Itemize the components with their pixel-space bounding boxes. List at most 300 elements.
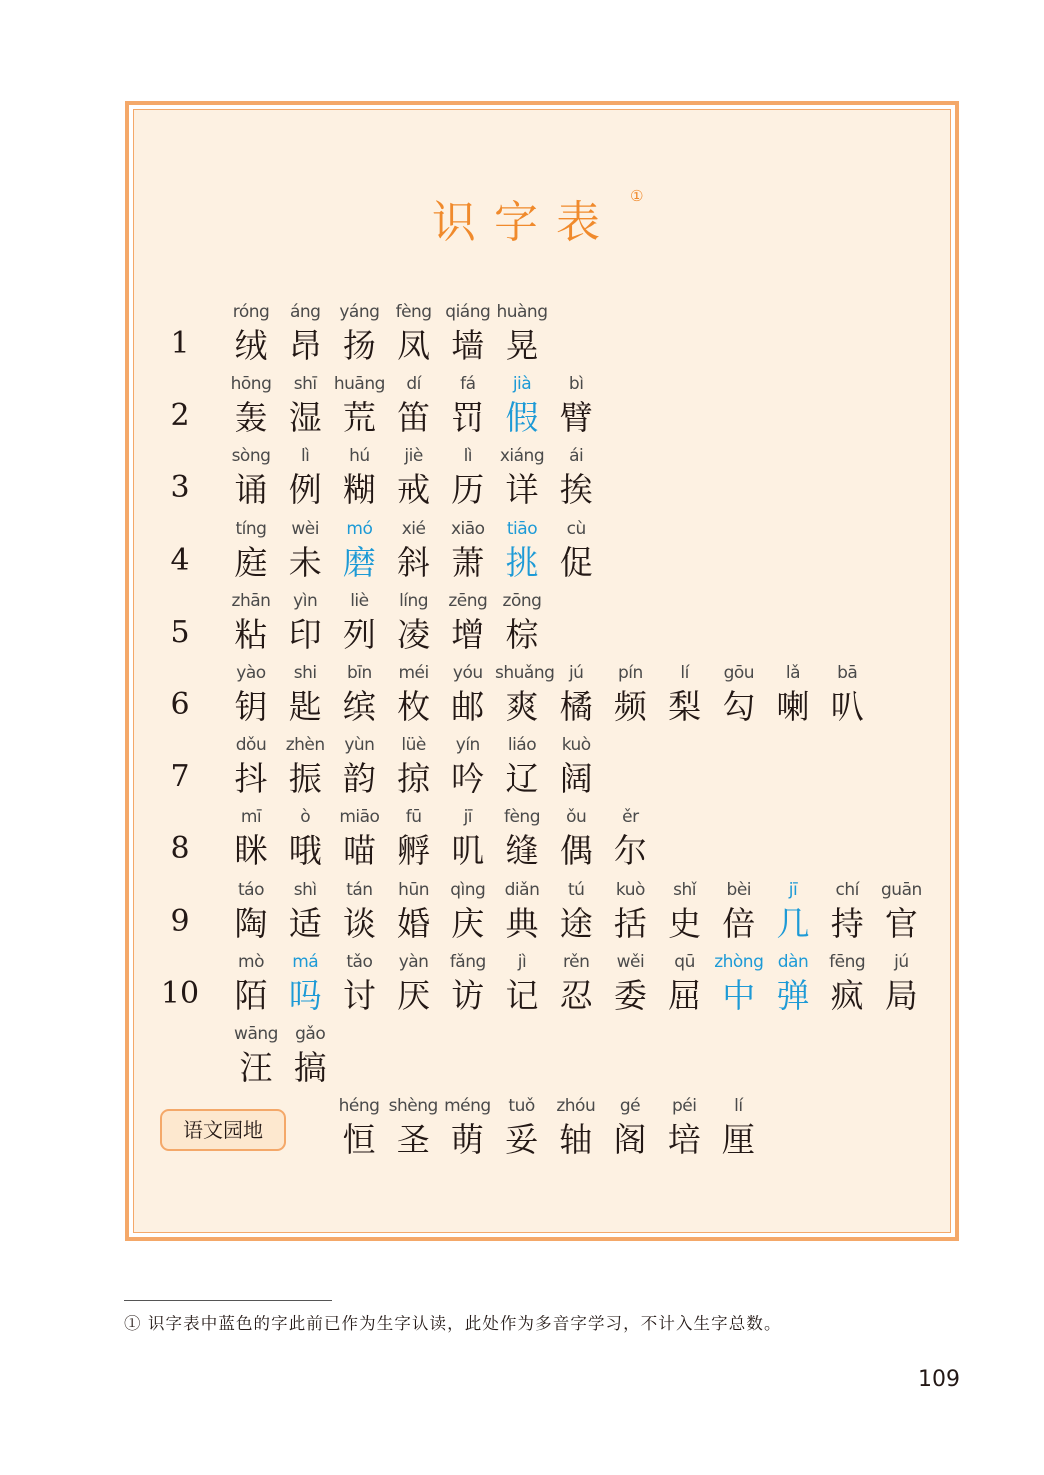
row-number: 8 xyxy=(170,831,190,867)
pinyin-label: liè xyxy=(350,590,369,611)
hanzi-character: 勾 xyxy=(722,687,756,726)
hanzi-character: 偶 xyxy=(559,831,593,871)
footnote-divider xyxy=(124,1300,332,1301)
pinyin-label: mī xyxy=(240,807,262,828)
hanzi-character: 搞 xyxy=(293,1048,327,1087)
pinyin-label: shèng xyxy=(388,1096,438,1116)
hanzi-character: 未 xyxy=(288,542,322,582)
hanzi-character: 喵 xyxy=(342,831,376,871)
hanzi-character: 屈 xyxy=(668,975,702,1015)
hanzi-character: 汪 xyxy=(239,1048,273,1087)
character-cell xyxy=(495,661,555,729)
character-cell xyxy=(278,517,332,585)
hanzi-character: 缝 xyxy=(505,831,539,871)
pinyin-label: kuò xyxy=(615,879,645,900)
pinyin-label: chí xyxy=(835,879,859,900)
character-cell xyxy=(224,444,278,512)
pinyin-label: hūn xyxy=(398,879,429,900)
character-cell xyxy=(387,517,441,585)
pinyin-label: dàn xyxy=(777,951,809,972)
pinyin-label: xiāo xyxy=(450,518,485,539)
hanzi-character: 振 xyxy=(288,759,322,799)
character-cell xyxy=(332,950,386,1018)
character-cell xyxy=(387,300,441,368)
pinyin-label: bì xyxy=(568,374,584,395)
pinyin-label: mó xyxy=(346,518,373,539)
character-cell xyxy=(441,517,495,585)
row-number: 9 xyxy=(170,903,190,939)
pinyin-label: lǎ xyxy=(785,663,801,683)
hanzi-character: 委 xyxy=(613,975,647,1015)
character-cell xyxy=(278,878,332,946)
hanzi-character: 官 xyxy=(884,903,918,943)
row-number: 1 xyxy=(170,326,190,361)
pinyin-label: áng xyxy=(289,302,321,322)
character-cell xyxy=(440,1094,494,1162)
hanzi-character: 爽 xyxy=(505,687,539,726)
pinyin-label: zhóu xyxy=(556,1096,596,1116)
character-cell xyxy=(332,878,386,946)
pinyin-label: diǎn xyxy=(504,879,540,900)
character-cell xyxy=(549,950,603,1018)
row-number: 3 xyxy=(170,470,190,506)
hanzi-character: 萌 xyxy=(450,1120,484,1159)
hanzi-character: 凌 xyxy=(397,614,431,654)
pinyin-label: fá xyxy=(460,374,476,395)
character-cell xyxy=(441,950,495,1018)
pinyin-label: miāo xyxy=(339,807,380,828)
pinyin-label: héng xyxy=(338,1096,380,1116)
pinyin-label: méng xyxy=(444,1096,491,1116)
pinyin-label: wěi xyxy=(616,951,645,972)
character-cell xyxy=(495,1094,549,1162)
pinyin-label: ò xyxy=(300,807,311,828)
character-cell xyxy=(278,589,332,657)
hanzi-character: 臂 xyxy=(559,398,593,438)
character-cell xyxy=(495,517,549,585)
character-cell xyxy=(495,733,549,801)
hanzi-character: 邮 xyxy=(451,687,485,726)
hanzi-character: 恒 xyxy=(342,1120,376,1159)
hanzi-character: 笛 xyxy=(397,398,431,438)
hanzi-character: 史 xyxy=(668,903,702,943)
hanzi-character: 吟 xyxy=(451,759,485,799)
character-cell xyxy=(387,878,441,946)
pinyin-label: tǎo xyxy=(346,951,373,972)
hanzi-character: 钥 xyxy=(234,687,268,726)
character-cell xyxy=(820,661,874,729)
character-cell xyxy=(332,300,386,368)
pinyin-label: tú xyxy=(567,879,585,900)
hanzi-character: 忍 xyxy=(559,975,593,1015)
character-cell xyxy=(224,589,278,657)
hanzi-character: 历 xyxy=(451,470,485,510)
pinyin-label: fēng xyxy=(829,951,866,972)
hanzi-character: 妥 xyxy=(505,1120,539,1159)
pinyin-label: lí xyxy=(734,1096,743,1116)
title-footnote-marker: ① xyxy=(630,187,644,205)
pinyin-label: yín xyxy=(455,735,480,756)
pinyin-label: sòng xyxy=(231,446,271,467)
character-cell xyxy=(603,661,657,729)
hanzi-character: 中 xyxy=(722,975,756,1015)
character-cell xyxy=(495,878,549,946)
hanzi-character: 庭 xyxy=(234,542,268,582)
pinyin-label: hú xyxy=(349,446,370,467)
pinyin-label: ǒu xyxy=(566,807,587,828)
character-cell xyxy=(441,300,495,368)
character-cell xyxy=(224,878,278,946)
character-cell xyxy=(766,661,820,729)
page-number: 109 xyxy=(918,1367,960,1392)
hanzi-character: 梨 xyxy=(668,687,702,726)
character-cell xyxy=(441,444,495,512)
character-cell xyxy=(441,805,495,873)
pinyin-label: huāng xyxy=(333,374,385,395)
hanzi-character: 典 xyxy=(505,903,539,943)
hanzi-character: 橘 xyxy=(559,687,593,726)
character-cell xyxy=(278,300,332,368)
pinyin-label: péi xyxy=(671,1096,697,1116)
pinyin-label: rěn xyxy=(563,951,590,972)
pinyin-label: gǎo xyxy=(295,1024,326,1044)
character-cell xyxy=(658,950,712,1018)
hanzi-character: 轰 xyxy=(234,398,268,438)
hanzi-character: 喇 xyxy=(776,687,810,726)
hanzi-character: 谈 xyxy=(342,903,376,943)
character-cell xyxy=(386,1094,440,1162)
hanzi-character: 陶 xyxy=(234,903,268,943)
hanzi-character: 吗 xyxy=(288,975,322,1015)
character-cell xyxy=(658,878,712,946)
hanzi-character: 列 xyxy=(342,614,376,654)
pinyin-label: xiáng xyxy=(499,446,545,467)
character-cell xyxy=(441,661,495,729)
pinyin-label: tíng xyxy=(235,518,267,539)
pinyin-label: jiè xyxy=(404,446,423,467)
character-cell xyxy=(495,300,549,368)
character-cell xyxy=(495,589,549,657)
character-cell xyxy=(224,805,278,873)
hanzi-character: 粘 xyxy=(234,614,268,654)
character-cell xyxy=(766,950,820,1018)
character-cell xyxy=(332,372,386,440)
hanzi-character: 圣 xyxy=(396,1120,430,1159)
character-cell xyxy=(278,444,332,512)
pinyin-label: ái xyxy=(569,446,584,467)
character-cell xyxy=(387,661,441,729)
hanzi-character: 讨 xyxy=(342,975,376,1015)
character-cell xyxy=(332,589,386,657)
pinyin-label: yìn xyxy=(293,590,318,611)
hanzi-character: 辽 xyxy=(505,759,539,799)
character-cell xyxy=(820,950,874,1018)
character-cell xyxy=(387,444,441,512)
hanzi-character: 缤 xyxy=(342,687,376,726)
garden-label-badge: 语文园地 xyxy=(160,1109,286,1151)
pinyin-label: dǒu xyxy=(235,735,267,756)
pinyin-label: má xyxy=(292,951,319,972)
character-cell xyxy=(658,661,712,729)
row-number: 6 xyxy=(170,687,190,722)
character-cell xyxy=(441,733,495,801)
hanzi-character: 晃 xyxy=(505,326,539,365)
pinyin-label: yào xyxy=(236,663,266,683)
character-cell xyxy=(603,1094,657,1162)
character-cell xyxy=(549,517,603,585)
character-cell xyxy=(549,444,603,512)
character-cell xyxy=(387,805,441,873)
pinyin-label: mò xyxy=(238,951,264,972)
pinyin-label: kuò xyxy=(561,735,591,756)
hanzi-character: 弹 xyxy=(776,975,810,1015)
character-cell xyxy=(332,444,386,512)
pinyin-label: zhèn xyxy=(285,735,325,756)
row-number: 2 xyxy=(170,398,190,434)
character-cell xyxy=(495,372,549,440)
pinyin-label: yáng xyxy=(339,302,380,322)
pinyin-label: guān xyxy=(881,879,922,900)
hanzi-character: 扬 xyxy=(342,326,376,365)
pinyin-label: líng xyxy=(399,590,429,611)
pinyin-label: fū xyxy=(405,807,422,828)
character-cell xyxy=(495,805,549,873)
pinyin-label: yàn xyxy=(398,951,429,972)
hanzi-character: 萧 xyxy=(451,542,485,582)
hanzi-character: 持 xyxy=(830,903,864,943)
character-cell xyxy=(820,878,874,946)
character-cell xyxy=(332,733,386,801)
pinyin-label: zhòng xyxy=(714,951,764,972)
hanzi-character: 括 xyxy=(613,903,647,943)
character-cell xyxy=(332,1094,386,1162)
character-cell xyxy=(766,878,820,946)
character-cell xyxy=(874,950,928,1018)
pinyin-label: fèng xyxy=(395,302,432,322)
pinyin-label: tuǒ xyxy=(508,1096,535,1116)
character-cell xyxy=(603,805,657,873)
hanzi-character: 磨 xyxy=(342,542,376,582)
pinyin-label: qiáng xyxy=(445,302,491,322)
hanzi-character: 哦 xyxy=(288,831,322,871)
row-number: 7 xyxy=(170,759,190,795)
pinyin-label: lì xyxy=(300,446,310,467)
character-cell xyxy=(224,517,278,585)
character-cell xyxy=(549,878,603,946)
character-cell xyxy=(603,950,657,1018)
pinyin-label: dí xyxy=(406,374,421,395)
pinyin-label: cù xyxy=(566,518,586,539)
pinyin-label: lí xyxy=(680,663,689,683)
hanzi-character: 培 xyxy=(667,1120,701,1159)
hanzi-character: 几 xyxy=(776,903,810,943)
pinyin-label: tiāo xyxy=(506,518,538,539)
pinyin-label: shī xyxy=(293,374,317,395)
hanzi-character: 掠 xyxy=(397,759,431,799)
hanzi-character: 假 xyxy=(505,398,539,438)
hanzi-character: 尔 xyxy=(613,831,647,871)
character-cell xyxy=(657,1094,711,1162)
character-cell xyxy=(224,733,278,801)
character-cell xyxy=(603,878,657,946)
page-title: 识字表 xyxy=(432,197,618,248)
hanzi-character: 轴 xyxy=(559,1120,593,1159)
pinyin-label: shǐ xyxy=(673,879,697,900)
pinyin-label: wāng xyxy=(234,1024,278,1044)
hanzi-character: 绒 xyxy=(234,326,268,365)
character-cell xyxy=(283,1022,337,1090)
character-cell xyxy=(441,589,495,657)
hanzi-character: 挑 xyxy=(505,542,539,582)
row-number: 5 xyxy=(170,614,190,650)
pinyin-label: zhān xyxy=(231,590,271,611)
pinyin-label: fèng xyxy=(503,807,540,828)
character-cell xyxy=(549,661,603,729)
hanzi-character: 局 xyxy=(884,975,918,1015)
hanzi-character: 阁 xyxy=(613,1120,647,1159)
character-cell xyxy=(278,372,332,440)
pinyin-label: ěr xyxy=(622,807,639,828)
hanzi-character: 叭 xyxy=(830,687,864,726)
hanzi-character: 倍 xyxy=(722,903,756,943)
hanzi-character: 匙 xyxy=(288,687,322,726)
pinyin-label: jú xyxy=(894,951,909,972)
pinyin-label: shi xyxy=(293,663,317,683)
pinyin-label: huàng xyxy=(496,302,548,322)
character-cell xyxy=(278,661,332,729)
hanzi-character: 陌 xyxy=(234,975,268,1015)
hanzi-character: 糊 xyxy=(342,470,376,510)
hanzi-character: 韵 xyxy=(342,759,376,799)
character-cell xyxy=(495,950,549,1018)
hanzi-character: 挨 xyxy=(559,470,593,510)
hanzi-character: 枚 xyxy=(397,687,431,726)
pinyin-label: jià xyxy=(512,374,532,395)
pinyin-label: pín xyxy=(617,663,643,683)
hanzi-character: 婚 xyxy=(397,903,431,943)
pinyin-label: jì xyxy=(517,951,527,972)
pinyin-label: yùn xyxy=(344,735,375,756)
character-cell xyxy=(332,805,386,873)
hanzi-character: 斜 xyxy=(397,542,431,582)
pinyin-label: bīn xyxy=(346,663,372,683)
pinyin-label: qìng xyxy=(450,879,486,900)
hanzi-character: 增 xyxy=(451,614,485,654)
character-cell xyxy=(495,444,549,512)
character-cell xyxy=(387,589,441,657)
pinyin-label: gé xyxy=(619,1096,641,1116)
character-cell xyxy=(712,950,766,1018)
hanzi-character: 详 xyxy=(505,470,539,510)
hanzi-character: 频 xyxy=(613,687,647,726)
hanzi-character: 叽 xyxy=(451,831,485,871)
character-cell xyxy=(332,517,386,585)
hanzi-character: 记 xyxy=(505,975,539,1015)
hanzi-character: 棕 xyxy=(505,614,539,654)
hanzi-character: 印 xyxy=(288,614,322,654)
hanzi-character: 凤 xyxy=(397,326,431,365)
character-cell xyxy=(711,1094,765,1162)
pinyin-label: wèi xyxy=(291,518,319,539)
hanzi-character: 庆 xyxy=(451,903,485,943)
pinyin-label: róng xyxy=(232,302,270,322)
pinyin-label: lì xyxy=(463,446,473,467)
pinyin-label: qū xyxy=(674,951,695,972)
pinyin-label: hōng xyxy=(230,374,272,395)
pinyin-label: táo xyxy=(238,879,264,900)
character-cell xyxy=(712,878,766,946)
pinyin-label: tán xyxy=(346,879,373,900)
hanzi-character: 湿 xyxy=(288,398,322,438)
character-cell xyxy=(549,733,603,801)
pinyin-label: liáo xyxy=(507,735,537,756)
pinyin-label: shì xyxy=(293,879,317,900)
footnote: ① 识字表中蓝色的字此前已作为生字认读，此处作为多音字学习，不计入生字总数。 xyxy=(124,1314,782,1333)
hanzi-character: 墙 xyxy=(451,326,485,365)
character-cell xyxy=(549,805,603,873)
character-cell xyxy=(712,661,766,729)
pinyin-label: fǎng xyxy=(449,951,486,972)
hanzi-character: 孵 xyxy=(397,831,431,871)
character-cell xyxy=(332,661,386,729)
pinyin-label: lüè xyxy=(401,735,426,756)
character-cell xyxy=(224,300,278,368)
character-cell xyxy=(549,372,603,440)
character-cell xyxy=(224,950,278,1018)
hanzi-character: 访 xyxy=(451,975,485,1015)
character-cell xyxy=(224,661,278,729)
character-cell xyxy=(387,950,441,1018)
character-cell xyxy=(278,950,332,1018)
character-cell xyxy=(278,733,332,801)
hanzi-character: 疯 xyxy=(830,975,864,1015)
pinyin-label: gōu xyxy=(723,663,755,683)
row-number: 10 xyxy=(160,975,200,1011)
hanzi-character: 抖 xyxy=(234,759,268,799)
hanzi-character: 促 xyxy=(559,542,593,582)
character-cell xyxy=(441,878,495,946)
character-cell xyxy=(224,372,278,440)
character-cell xyxy=(278,805,332,873)
pinyin-label: jú xyxy=(568,663,584,683)
hanzi-character: 适 xyxy=(288,903,322,943)
pinyin-label: bā xyxy=(837,663,858,683)
hanzi-character: 罚 xyxy=(451,398,485,438)
hanzi-character: 途 xyxy=(559,903,593,943)
hanzi-character: 诵 xyxy=(234,470,268,510)
pinyin-label: zēng xyxy=(448,590,488,611)
hanzi-character: 厘 xyxy=(721,1120,755,1159)
pinyin-label: bèi xyxy=(726,879,752,900)
pinyin-label: yóu xyxy=(452,663,483,683)
character-cell xyxy=(874,878,928,946)
character-cell xyxy=(229,1022,283,1090)
hanzi-character: 眯 xyxy=(234,831,268,871)
character-cell xyxy=(441,372,495,440)
hanzi-character: 戒 xyxy=(397,470,431,510)
pinyin-label: jī xyxy=(463,807,473,828)
hanzi-character: 例 xyxy=(288,470,322,510)
character-cell xyxy=(549,1094,603,1162)
row-number: 4 xyxy=(170,542,190,578)
pinyin-label: jī xyxy=(788,879,798,900)
character-cell xyxy=(387,733,441,801)
character-cell xyxy=(387,372,441,440)
pinyin-label: shuǎng xyxy=(495,663,555,683)
pinyin-label: méi xyxy=(398,663,429,683)
hanzi-character: 厌 xyxy=(397,975,431,1015)
hanzi-character: 昂 xyxy=(288,326,322,365)
